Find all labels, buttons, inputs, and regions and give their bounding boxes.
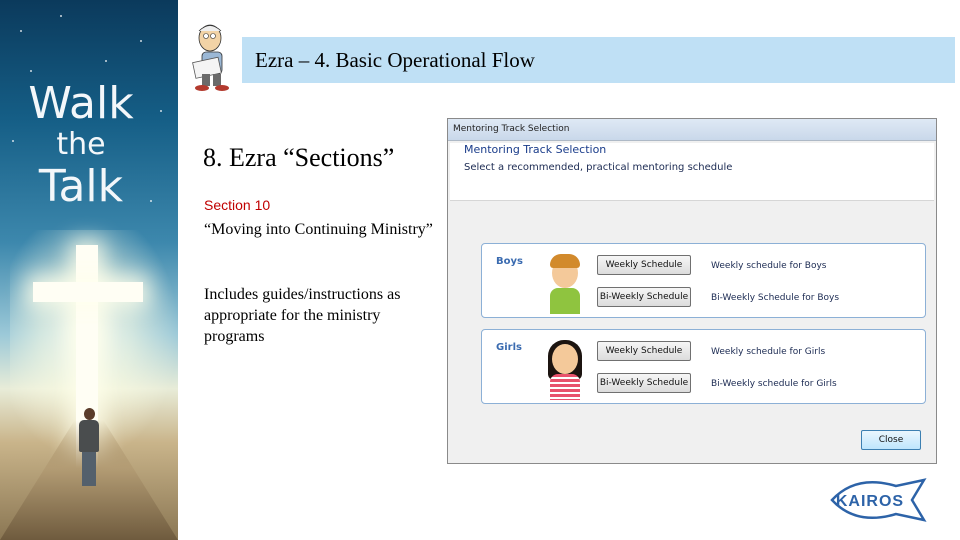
girls-group xyxy=(481,329,926,404)
girls-weekly-description: Weekly schedule for Girls xyxy=(711,347,826,357)
dialog-subheading: Select a recommended, practical mentoring schedule xyxy=(464,162,733,173)
girls-weekly-schedule-button[interactable]: Weekly Schedule xyxy=(597,341,691,361)
boys-group-label: Boys xyxy=(496,256,523,267)
banner-word-talk: Talk xyxy=(38,161,124,212)
kairos-fish-logo xyxy=(826,476,932,524)
girls-biweekly-description: Bi-Weekly schedule for Girls xyxy=(711,379,837,389)
walking-person xyxy=(76,408,102,488)
banner-word-walk: Walk xyxy=(28,78,134,129)
cross-horizontal-beam xyxy=(33,282,143,302)
boys-biweekly-description: Bi-Weekly Schedule for Boys xyxy=(711,293,840,303)
section-description: Includes guides/instructions as appropriate for the ministry programs xyxy=(204,286,401,345)
dialog-title-bar: Mentoring Track Selection xyxy=(448,119,936,141)
kairos-logo-text: KAIROS xyxy=(835,493,905,510)
section-title: “Moving into Continuing Ministry” xyxy=(204,221,433,238)
cartoon-reader-icon xyxy=(186,22,246,94)
girls-biweekly-schedule-button[interactable]: Bi-Weekly Schedule xyxy=(597,373,691,393)
girl-avatar-icon xyxy=(544,338,586,400)
section-heading: 8. Ezra “Sections” xyxy=(203,143,395,172)
girls-group-label: Girls xyxy=(496,342,522,353)
banner-word-the: the xyxy=(56,127,106,162)
boys-biweekly-schedule-button[interactable]: Bi-Weekly Schedule xyxy=(597,287,691,307)
close-button[interactable]: Close xyxy=(861,430,921,450)
boys-weekly-description: Weekly schedule for Boys xyxy=(711,261,827,271)
page-title: Ezra – 4. Basic Operational Flow xyxy=(255,48,535,72)
boys-weekly-schedule-button[interactable]: Weekly Schedule xyxy=(597,255,691,275)
boy-avatar-icon xyxy=(544,252,586,314)
dialog-heading: Mentoring Track Selection xyxy=(464,143,607,156)
section-number-label: Section 10 xyxy=(204,197,271,213)
boys-group xyxy=(481,243,926,318)
mentoring-track-dialog xyxy=(447,118,937,464)
walk-the-talk-banner xyxy=(0,0,178,540)
